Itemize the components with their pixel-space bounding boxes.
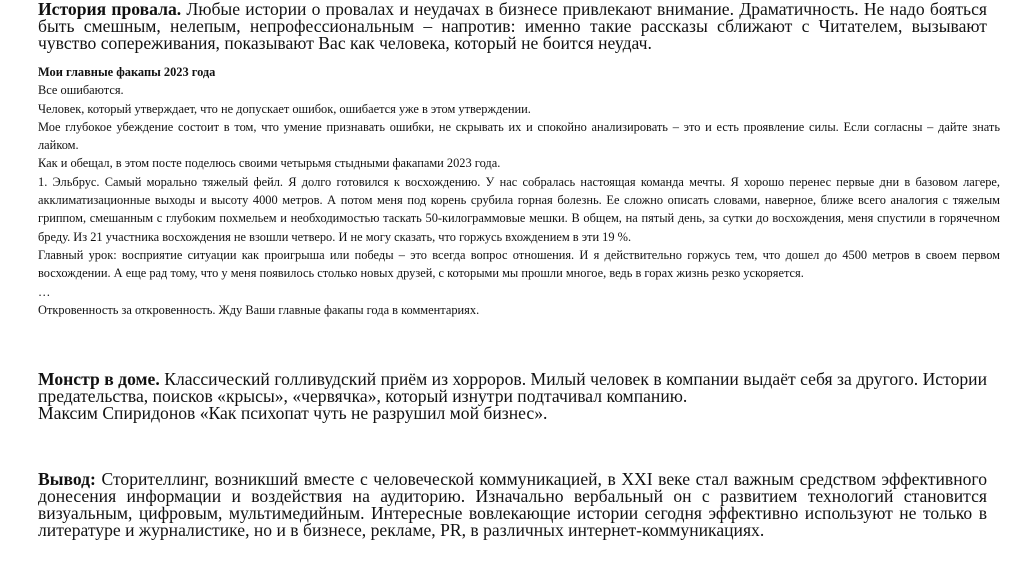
section-failure-story (38, 1, 987, 52)
section-failure-paragraph (38, 1, 987, 52)
example-paragraph: … (38, 284, 51, 299)
example-paragraph: Все ошибаются. (38, 83, 124, 98)
example-paragraph: Как и обещал, в этом посте поделюсь своими четырьмя стыдными факапами 2023 года. (38, 156, 501, 171)
section-failure-heading: История провала. (38, 0, 182, 19)
example-paragraph: Главный урок: восприятие ситуации как проигрыша или победы – это всегда вопрос отношения. И я действительно горжусь тем, что дошел до 4500 метров в своем первом восхождении. А еще рад тому, что у меня появилось столько новых друзей, с которыми мы прошли многое, ведь в горах жизнь резко ускоряется. (38, 247, 1000, 281)
section-conclusion-heading: Вывод: (38, 469, 96, 489)
section-monster-paragraph (38, 371, 987, 405)
example-post (38, 63, 1000, 319)
section-monster-heading: Монстр в доме. (38, 369, 160, 389)
example-title: Мои главные факапы 2023 года (38, 65, 216, 79)
section-conclusion-paragraph (38, 471, 987, 539)
section-failure-text: Любые истории о провалах и неудачах в бизнесе привлекают внимание. Драматичность. Не надо бояться быть смешным, нелепым, непрофессиональным – напротив: именно такие рассказы сближают с Читателем, вызывают чувство сопереживания, показывают Вас как человека, который не боится неудач. (38, 0, 987, 53)
example-paragraph: Человек, который утверждает, что не допускает ошибок, ошибается уже в этом утверждении. (38, 101, 531, 116)
section-monster (38, 371, 987, 422)
example-paragraph: Откровенность за откровенность. Жду Ваши главные факапы года в комментариях. (38, 302, 480, 317)
section-conclusion (38, 471, 987, 539)
section-monster-example: Максим Спиридонов «Как психопат чуть не разрушил мой бизнес». (38, 403, 548, 423)
section-monster-text: Классический голливудский приём из хорроров. Милый человек в компании выдаёт себя за другого. Истории предательства, поисков «крысы», «червячка», который изнутри подтачивал компанию. (38, 369, 987, 406)
example-paragraph: 1. Эльбрус. Самый морально тяжелый фейл. Я долго готовился к восхождению. У нас собралась настоящая команда мечты. Я хорошо перенес первые дни в базовом лагере, акклиматизационные выходы и высоту 4000 метров. А потом меня под корень срубила горная болезнь. Ее сложно описать словами, наверное, ближе всего аналогия с тяжелым гриппом, смешанным с глубоким похмельем и необходимостью таскать 50-килограммовые мешки. В общем, на пятый день, за сутки до восхождения, меня спустили в горячечном бреду. Из 21 участника восхождения не взошли четверо. И не могу сказать, что горжусь вхождением в эти 19 %. (38, 174, 1000, 244)
example-paragraph: Мое глубокое убеждение состоит в том, что умение признавать ошибки, не скрывать их и спокойно анализировать – это и есть проявление силы. Если согласны – дайте знать лайком. (38, 119, 1000, 153)
section-conclusion-text: Сторителлинг, возникший вместе с человеческой коммуникацией, в XXI веке стал важным средством эффективного донесения информации и воздействия на аудиторию. Изначально вербальный он с развитием технологий становится визуальным, цифровым, мультимедийным. Интересные вовлекающие истории сегодня эффективно используют не только в литературе и журналистике, но и в бизнесе, рекламе, PR, в различных интернет-коммуникациях. (38, 469, 987, 540)
